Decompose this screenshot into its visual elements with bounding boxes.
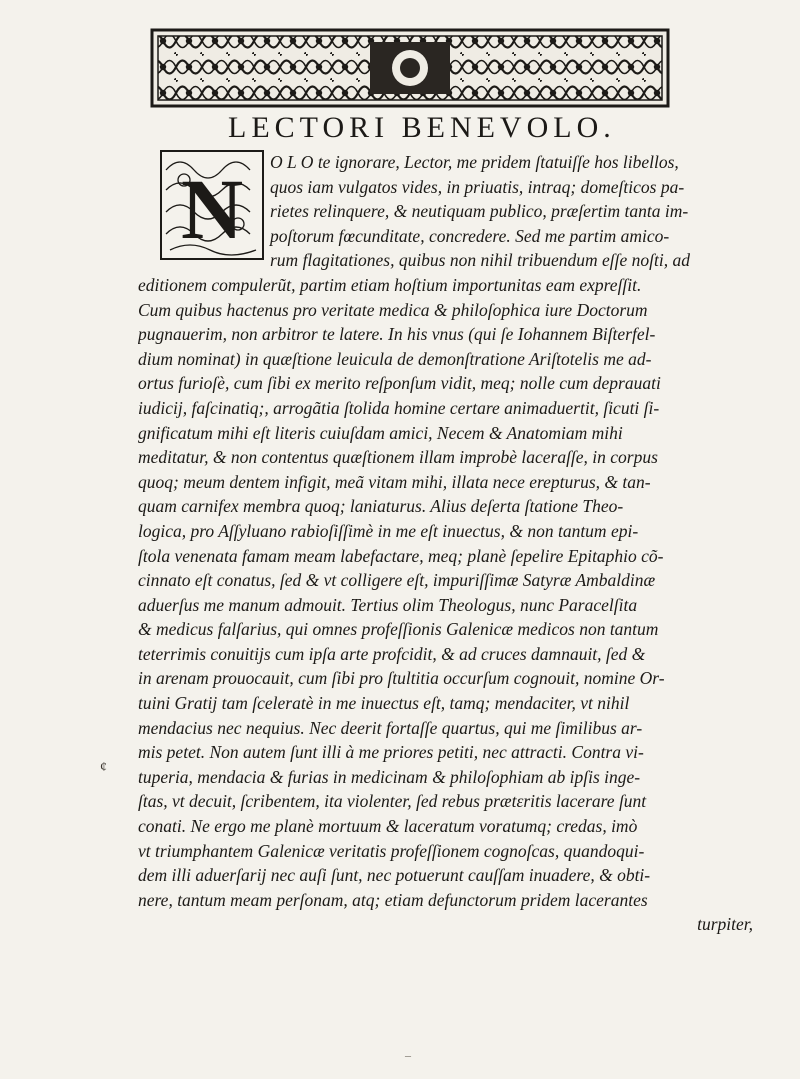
text-line: quos iam vulgatos vides, in priuatis, intraq; domeſticos pa-	[270, 176, 685, 197]
text-line: vt triumphantem Galenicæ veritatis profeſſionem cognoſcas, quandoqui-	[138, 840, 645, 861]
body-text	[138, 150, 788, 937]
text-line: dium nominat) in quæſtione leuicula de demonſtratione Ariſtotelis me ad-	[138, 348, 652, 369]
text-line: & medicus falſarius, qui omnes profeſſionis Galenicæ medicos non tantum	[138, 619, 659, 640]
text-line: O L O te ignorare, Lector, me pridem ſtatuiſſe hos libellos,	[270, 152, 679, 172]
text-line: nere, tantum meam perſonam, atq; etiam defunctorum pridem lacerantes	[138, 889, 648, 910]
text-line: teterrimis conuitijs cum ipſa arte profcidit, & ad cruces damnauit, ſed &	[138, 643, 646, 664]
text-line: quam carnifex membra quoq; laniaturus. Alius deſerta ſtatione Theo-	[138, 496, 624, 517]
text-line: rietes relinquere, & neutiquam publico, præſertim tanta im-	[270, 201, 689, 222]
text-line: cinnato eſt conatus, ſed & vt colligere eſt, impuriſſimæ Satyræ Ambaldinæ	[138, 570, 656, 591]
text-line: conati. Ne ergo me planè mortuum & laceratum voratumq; credas, imò	[138, 816, 638, 837]
text-line: meditatur, & non contentus quæſtionem illam improbè laceraſſe, in corpus	[138, 447, 658, 468]
text-line: quoq; meum dentem infigit, meã vitam mihi, illata nece erepturus, & tan-	[138, 471, 651, 492]
text-line: Cum quibus hactenus pro veritate medica & philoſophica iure Doctorum	[138, 299, 648, 320]
text-line: aduerſus me manum admouit. Tertius olim Theologus, nunc Paracelſita	[138, 594, 638, 615]
text-line: ſtola venenata famam meam labefactare, meq; planè ſepelire Epitaphio cõ-	[138, 545, 664, 566]
text-line: rum flagitationes, quibus non nihil tribuendum eſſe noſti, ad	[270, 250, 690, 271]
text-line: ortus furioſè, cum ſibi ex merito reſponſum vidit, meq; nolle cum deprauati	[138, 373, 661, 394]
text-line: tuperia, mendacia & furias in medicinam & philoſophiam ab ipſis inge-	[138, 766, 641, 787]
text-line: iudicij, faſcinatiq;, arrogãtia ſtolida homine certare animaduertit, ſicuti ſi-	[138, 397, 660, 418]
text-line: ſtas, vt decuit, ſcribentem, ita violenter, ſed rebus prætεritis lacerare ſunt	[138, 791, 647, 812]
page-heading: LECTORI BENEVOLO.	[228, 111, 616, 144]
text-line: dem illi aduerſarij nec auſi ſunt, nec potuerunt cauſſam inuadere, & obti-	[138, 865, 651, 886]
decorative-headpiece	[150, 28, 670, 108]
footer-mark: –	[405, 1048, 411, 1062]
text-line: poſtorum fœcunditate, concredere. Sed me partim amico-	[270, 225, 670, 246]
text-line: logica, pro Aſſyluano rabioſiſſimè in me eſt inuectus, & non tantum epi-	[138, 520, 639, 541]
text-line: in arenam prouocauit, cum ſibi pro ſtultitia occurſum cognouit, nomine Or-	[138, 668, 665, 689]
text-line: pugnauerim, non arbitror te latere. In his vnus (qui ſe Iohannem Biſterfel-	[138, 324, 656, 345]
text-line: mendacius nec nequius. Nec deerit fortaſſe quartus, qui me ſimilibus ar-	[138, 717, 643, 738]
svg-text:N: N	[180, 161, 244, 257]
text-line: mis petet. Non autem ſunt illi à me priores petiti, nec attracti. Contra vi-	[138, 742, 644, 763]
text-line: gnificatum mihi eſt literis cuiuſdam amici, Necem & Anatomiam mihi	[138, 422, 623, 443]
text-line: tuini Gratij tam ſceleratè in me inuectus eſt, tamq; mendaciter, vt nihil	[138, 693, 630, 714]
text-line: editionem compulerũt, partim etiam hoſtium importunitas eam expreſſit.	[138, 274, 642, 295]
catchword: turpiter,	[697, 914, 753, 935]
margin-note: ¢	[100, 760, 107, 775]
